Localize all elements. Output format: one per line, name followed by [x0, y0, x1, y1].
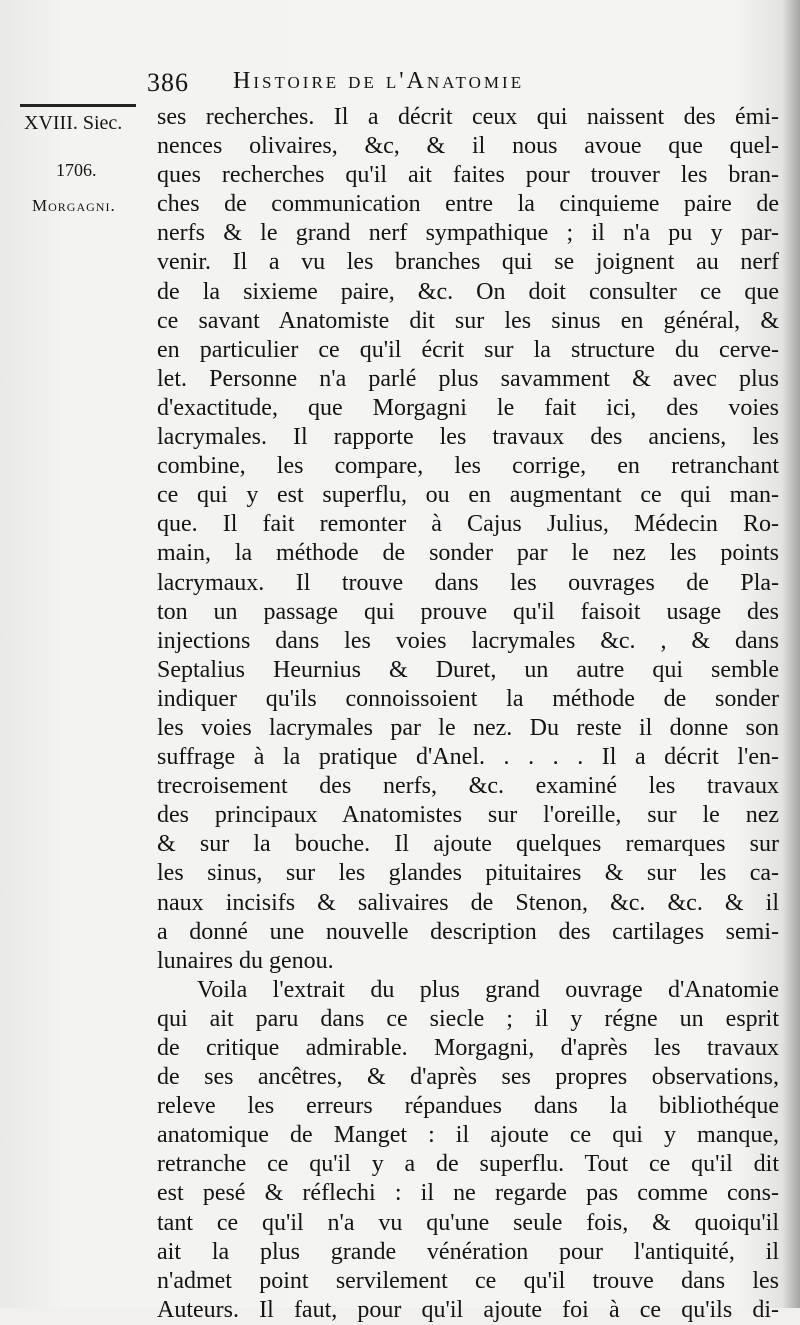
text-line: anatomique de Manget : il ajoute ce qui y manque, [157, 1122, 779, 1149]
margin-rule [20, 104, 136, 107]
text-line: indiquer qu'ils connoissoient la méthode de sonder [157, 685, 779, 712]
text-line: let. Personne n'a parlé plus savamment & avec plus [157, 365, 779, 392]
text-line: d'exactitude, que Morgagni le fait ici, des voies [157, 394, 779, 421]
text-line: tant ce qu'il n'a vu qu'une seule fois, & quoiqu'il [157, 1209, 779, 1236]
page-number: 386 [147, 68, 189, 97]
text-line: injections dans les voies lacrymales &c. , & dans [157, 627, 779, 654]
text-line: main, la méthode de sonder par le nez les points [157, 540, 779, 567]
text-line: Septalius Heurnius & Duret, un autre qui semble [157, 656, 779, 683]
text-line: ce savant Anatomiste dit sur les sinus en général, & [157, 307, 779, 334]
text-line: est pesé & réflechi : il ne regarde pas comme cons- [157, 1180, 779, 1207]
text-line: naux incisifs & salivaires de Stenon, &c. &c. & il [157, 889, 779, 916]
text-line: ait la plus grande vénération pour l'antiquité, il [157, 1238, 779, 1265]
text-line: des principaux Anatomistes sur l'oreille, sur le nez [157, 802, 779, 829]
text-line: en particulier ce qu'il écrit sur la structure du cerve- [157, 336, 779, 363]
text-line: de critique admirable. Morgagni, d'après les travaux [157, 1035, 779, 1061]
text-line: de ses ancêtres, & d'après ses propres observations, [157, 1064, 779, 1091]
text-line: ques recherches qu'il ait faites pour trouver les bran- [157, 162, 779, 189]
text-line: lacrymales. Il rapporte les travaux des anciens, les [157, 424, 779, 451]
text-line: & sur la bouche. Il ajoute quelques remarques sur [157, 831, 779, 858]
margin-note-century: XVIII. Siec. [24, 112, 123, 134]
binding-shadow [782, 0, 800, 1308]
margin-note-year: 1706. [56, 160, 97, 180]
text-line: lacrymaux. Il trouve dans les ouvrages de Pla- [157, 569, 779, 596]
text-line: a donné une nouvelle description des cartilages semi- [157, 918, 779, 945]
text-line: ton un passage qui prouve qu'il faisoit usage des [157, 598, 779, 625]
text-line: venir. Il a vu les branches qui se joignent au nerf [157, 249, 779, 276]
running-title: Histoire de l'Anatomie [233, 68, 525, 94]
text-line: releve les erreurs répandues dans la bibliothéque [157, 1093, 779, 1120]
text-line: combine, les compare, les corrige, en retranchant [157, 453, 779, 480]
text-line: retranche ce qu'il y a de superflu. Tout ce qu'il dit [157, 1151, 779, 1178]
text-line: les sinus, sur les glandes pituitaires & sur les ca- [157, 860, 779, 887]
text-line: les voies lacrymales par le nez. Du reste il donne son [157, 714, 779, 741]
text-line: trecroisement des nerfs, &c. examiné les travaux [157, 773, 779, 800]
text-line-paragraph-end: lunaires du genou. [157, 947, 334, 974]
margin-note-author: Morgagni. [32, 196, 116, 215]
text-line: qui ait paru dans ce siecle ; il y régne un esprit [157, 1005, 779, 1032]
text-line: nerfs & le grand nerf sympathique ; il n'a pu y par- [157, 220, 779, 247]
text-line: ches de communication entre la cinquieme paire de [157, 191, 779, 218]
text-line: de la sixieme paire, &c. On doit consulter ce que [157, 278, 779, 305]
text-line: nences olivaires, &c, & il nous avoue que quel- [157, 133, 779, 160]
body-text [157, 103, 779, 1325]
text-line: n'admet point servilement ce qu'il trouve dans les [157, 1267, 779, 1294]
text-line: que. Il fait remonter à Cajus Julius, Médecin Ro- [157, 511, 779, 538]
text-line-paragraph-start: Voila l'extrait du plus grand ouvrage d'Anatomie [197, 976, 779, 1003]
text-line: Auteurs. Il faut, pour qu'il ajoute foi à ce qu'ils di- [157, 1296, 779, 1323]
text-line: suffrage à la pratique d'Anel. . . . . Il a décrit l'en- [157, 744, 779, 771]
page-header [147, 68, 667, 102]
text-line: ce qui y est superflu, ou en augmentant ce qui man- [157, 482, 779, 509]
text-line: ses recherches. Il a décrit ceux qui naissent des émi- [157, 104, 779, 130]
